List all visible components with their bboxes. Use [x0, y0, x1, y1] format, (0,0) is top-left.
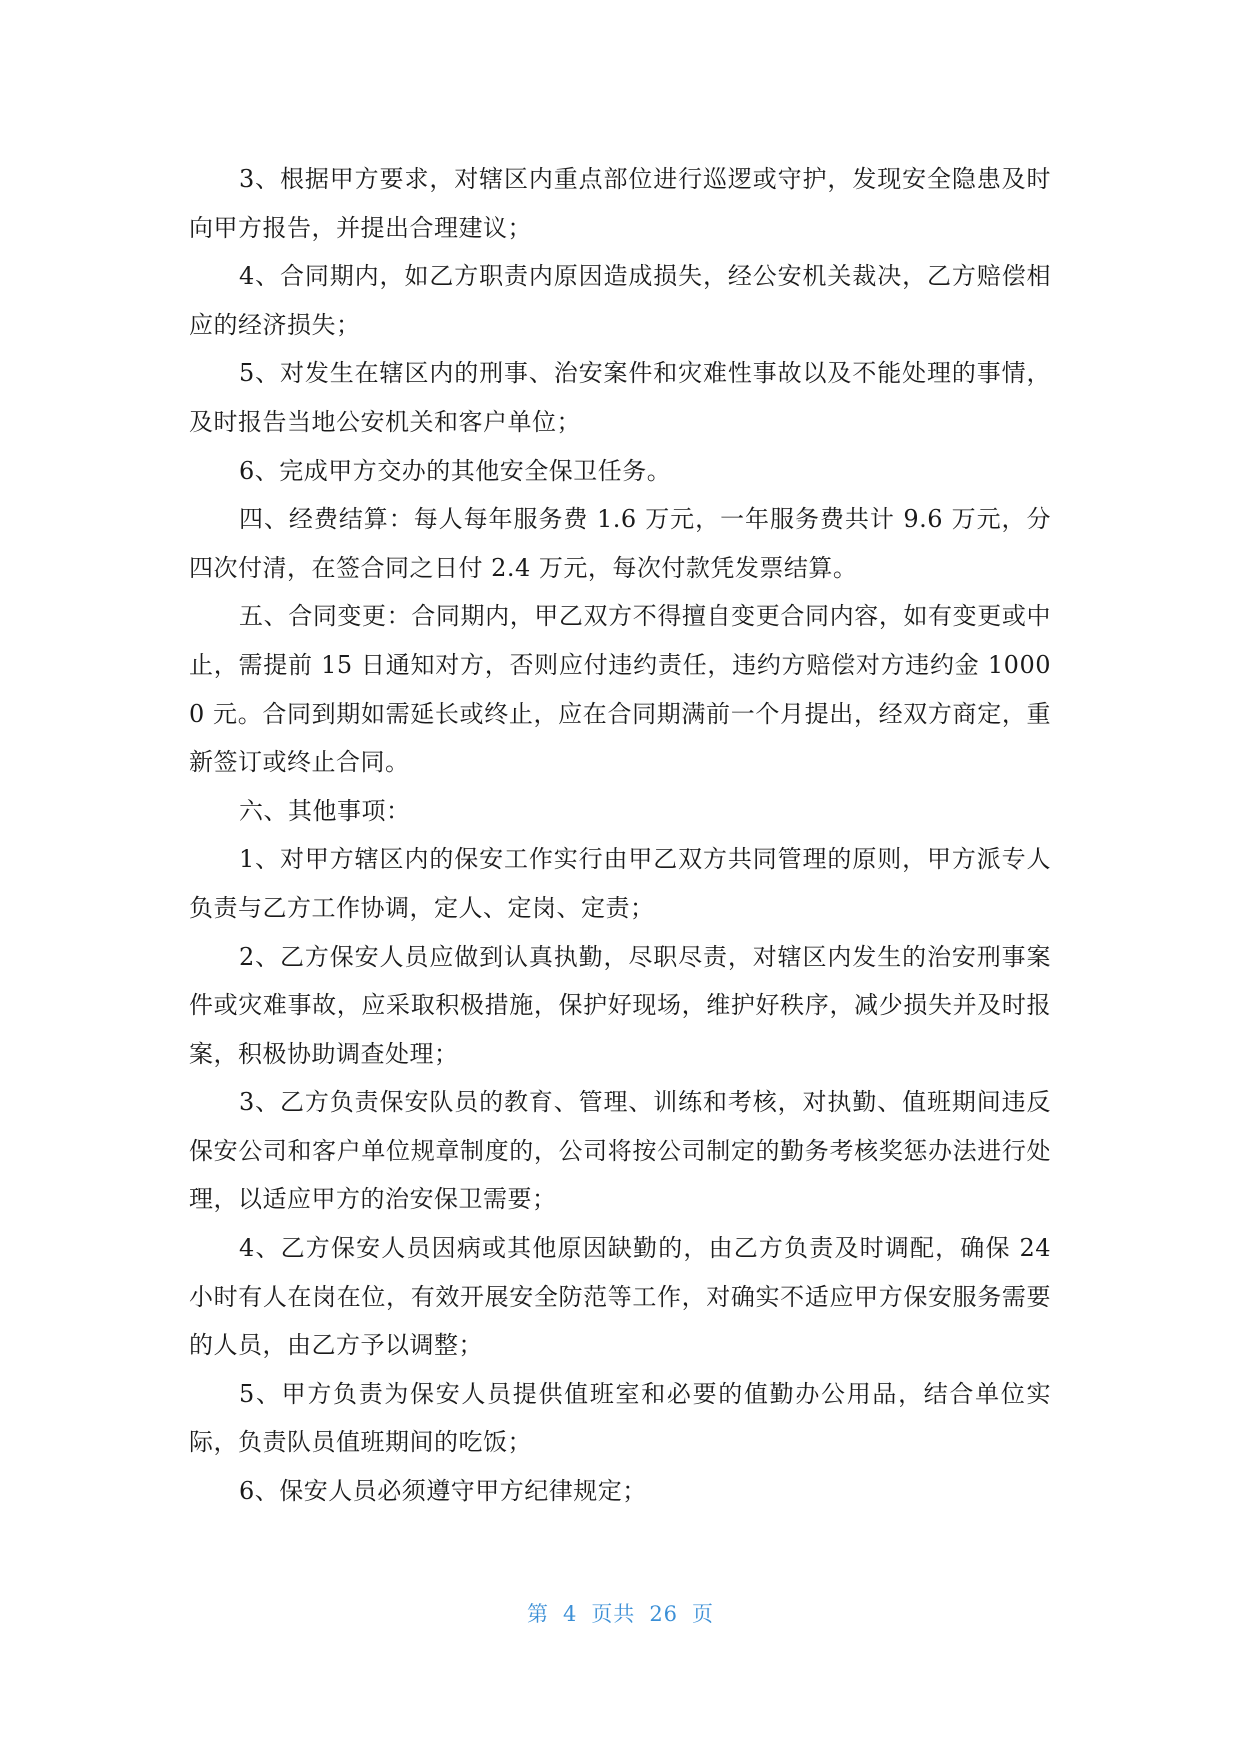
footer-prefix: 第	[526, 1602, 549, 1626]
paragraph: 4、合同期内，如乙方职责内原因造成损失，经公安机关裁决，乙方赔偿相应的经济损失；	[189, 262, 1051, 339]
page-footer	[0, 1598, 1241, 1628]
document-body	[189, 155, 1051, 1516]
paragraph: 五、合同变更：合同期内，甲乙双方不得擅自变更合同内容，如有变更或中止，需提前 15 日通知对方，否则应付违约责任，违约方赔偿对方违约金 10000 元。合同到期如需延长或终止，应在合同期满前一个月提出，经双方商定，重新签订或终止合同。	[189, 602, 1051, 777]
footer-suffix: 页	[692, 1602, 715, 1626]
paragraph: 6、完成甲方交办的其他安全保卫任务。	[239, 456, 672, 485]
paragraph: 四、经费结算：每人每年服务费 1.6 万元，一年服务费共计 9.6 万元，分四次付清，在签合同之日付 2.4 万元，每次付款凭发票结算。	[189, 505, 1051, 582]
paragraph: 6、保安人员必须遵守甲方纪律规定；	[239, 1477, 647, 1506]
current-page-number: 4	[562, 1602, 578, 1626]
paragraph: 1、对甲方辖区内的保安工作实行由甲乙双方共同管理的原则，甲方派专人负责与乙方工作协调，定人、定岗、定责；	[189, 845, 1051, 922]
total-page-count: 26	[649, 1602, 679, 1626]
section-heading: 六、其他事项：	[239, 796, 411, 825]
paragraph: 5、甲方负责为保安人员提供值班室和必要的值勤办公用品，结合单位实际，负责队员值班期间的吃饭；	[189, 1379, 1051, 1457]
footer-middle: 页共	[591, 1602, 636, 1626]
paragraph: 4、乙方保安人员因病或其他原因缺勤的，由乙方负责及时调配，确保 24 小时有人在岗在位，有效开展安全防范等工作，对确实不适应甲方保安服务需要的人员，由乙方予以调整；	[189, 1234, 1051, 1360]
paragraph: 3、根据甲方要求，对辖区内重点部位进行巡逻或守护，发现安全隐患及时向甲方报告，并提出合理建议；	[189, 165, 1051, 242]
paragraph: 5、对发生在辖区内的刑事、治安案件和灾难性事故以及不能处理的事情，及时报告当地公安机关和客户单位；	[189, 359, 1051, 436]
paragraph: 3、乙方负责保安队员的教育、管理、训练和考核，对执勤、值班期间违反保安公司和客户单位规章制度的，公司将按公司制定的勤务考核奖惩办法进行处理，以适应甲方的治安保卫需要；	[189, 1088, 1051, 1214]
paragraph: 2、乙方保安人员应做到认真执勤，尽职尽责，对辖区内发生的治安刑事案件或灾难事故，应采取积极措施，保护好现场，维护好秩序，减少损失并及时报案，积极协助调查处理；	[189, 942, 1051, 1068]
